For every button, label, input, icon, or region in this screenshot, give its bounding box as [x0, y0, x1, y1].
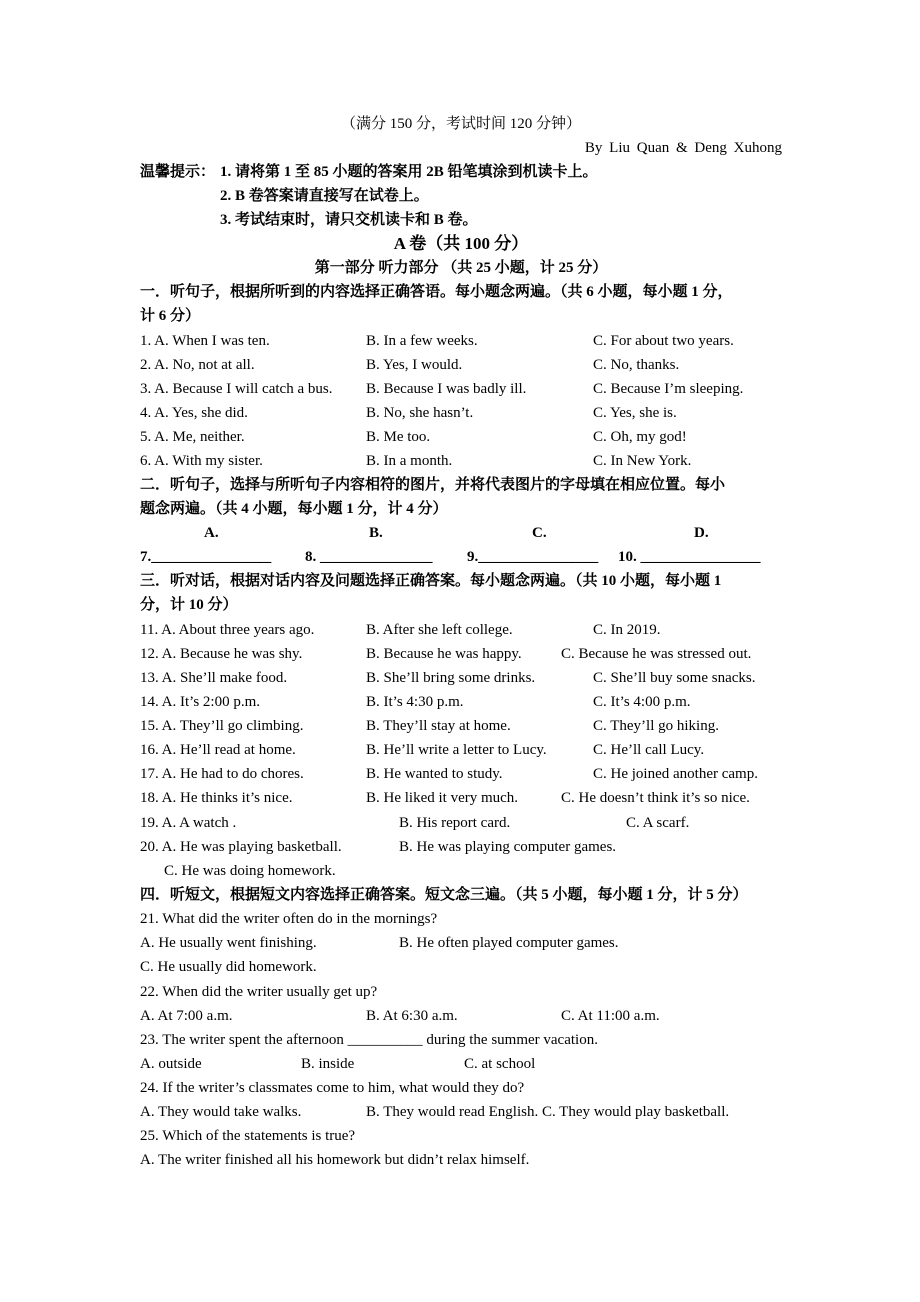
q3-option-c: C. Because I’m sleeping.: [593, 381, 744, 397]
section4-instruction: 四．听短文，根据短文内容选择正确答案。短文念三遍。（共 5 小题，每小题 1 分，计 5 分）: [140, 887, 748, 903]
q14-option-a: 14. A. It’s 2:00 p.m.: [140, 694, 261, 710]
picture-label-c: C.: [532, 525, 547, 541]
q11-option-a: 11. A. About three years ago.: [140, 622, 315, 638]
answer-blank-9[interactable]: 9.________________: [467, 549, 599, 565]
section2-instruction: 二．听句子，选择与所听句子内容相符的图片，并将代表图片的字母填在相应位置。每小: [140, 477, 726, 493]
q20-option-a: 20. A. He was playing basketball.: [140, 839, 342, 855]
q14-option-b: B. It’s 4:30 p.m.: [366, 694, 464, 710]
q6-option-b: B. In a month.: [366, 453, 453, 469]
q5-option-a: 5. A. Me, neither.: [140, 429, 245, 445]
q2-option-c: C. No, thanks.: [593, 357, 680, 373]
answer-blank-7[interactable]: 7.________________: [140, 549, 272, 565]
q4-option-b: B. No, she hasn’t.: [366, 405, 474, 421]
q3-option-b: B. Because I was badly ill.: [366, 381, 527, 397]
q16-option-c: C. He’ll call Lucy.: [593, 742, 705, 758]
q5-option-b: B. Me too.: [366, 429, 431, 445]
q2-option-a: 2. A. No, not at all.: [140, 357, 255, 373]
section1-instruction-cont: 计 6 分）: [140, 308, 201, 324]
section3-instruction: 三．听对话，根据对话内容及问题选择正确答案。每小题念两遍。（共 10 小题，每小题 1: [140, 573, 722, 589]
q18-option-a: 18. A. He thinks it’s nice.: [140, 790, 293, 806]
q4-option-c: C. Yes, she is.: [593, 405, 677, 421]
q22-option-b: B. At 6:30 a.m.: [366, 1008, 458, 1024]
part1-title: 第一部分 听力部分 （共 25 小题，计 25 分）: [314, 260, 608, 276]
tips-label: 温馨提示：: [140, 164, 216, 180]
q23-stem: 23. The writer spent the afternoon __________ during the summer vacation.: [140, 1032, 598, 1048]
paper-a-title: A 卷（共 100 分）: [393, 234, 529, 253]
q21-option-b: B. He often played computer games.: [399, 935, 619, 951]
q14-option-c: C. It’s 4:00 p.m.: [593, 694, 691, 710]
q19-option-c: C. A scarf.: [626, 815, 690, 831]
q21-option-a: A. He usually went finishing.: [140, 935, 317, 951]
tip-item: 1. 请将第 1 至 85 小题的答案用 2B 铅笔填涂到机读卡上。: [220, 164, 598, 180]
q20-option-c: C. He was doing homework.: [164, 863, 336, 879]
q21-option-c: C. He usually did homework.: [140, 959, 317, 975]
q24-option-bc: B. They would read English. C. They would play basketball.: [366, 1104, 730, 1120]
q12-option-b: B. Because he was happy.: [366, 646, 522, 662]
authors: By Liu Quan & Deng Xuhong: [584, 140, 782, 156]
tip-item: 3. 考试结束时，请只交机读卡和 B 卷。: [220, 212, 478, 228]
q2-option-b: B. Yes, I would.: [366, 357, 463, 373]
q24-stem: 24. If the writer’s classmates come to him, what would they do?: [140, 1080, 525, 1096]
section1-instruction: 一．听句子，根据所听到的内容选择正确答语。每小题念两遍。（共 6 小题，每小题 1 分，: [140, 284, 733, 300]
q16-option-a: 16. A. He’ll read at home.: [140, 742, 296, 758]
q23-option-c: C. at school: [464, 1056, 536, 1072]
q6-option-c: C. In New York.: [593, 453, 692, 469]
q25-option-a: A. The writer finished all his homework but didn’t relax himself.: [140, 1152, 530, 1168]
q20-option-b: B. He was playing computer games.: [399, 839, 617, 855]
answer-blank-10[interactable]: 10. ________________: [618, 549, 761, 565]
section2-instruction-cont: 题念两遍。（共 4 小题，每小题 1 分，计 4 分）: [140, 501, 448, 517]
q25-stem: 25. Which of the statements is true?: [140, 1128, 356, 1144]
q17-option-b: B. He wanted to study.: [366, 766, 503, 782]
q23-option-a: A. outside: [140, 1056, 202, 1072]
q24-option-a: A. They would take walks.: [140, 1104, 302, 1120]
q15-option-a: 15. A. They’ll go climbing.: [140, 718, 304, 734]
q5-option-c: C. Oh, my god!: [593, 429, 687, 445]
q13-option-c: C. She’ll buy some snacks.: [593, 670, 756, 686]
q18-option-c: C. He doesn’t think it’s so nice.: [561, 790, 750, 806]
q23-option-b: B. inside: [301, 1056, 355, 1072]
exam-info: （满分 150 分，考试时间 120 分钟）: [340, 116, 581, 132]
q18-option-b: B. He liked it very much.: [366, 790, 519, 806]
q11-option-c: C. In 2019.: [593, 622, 661, 638]
q1-option-b: B. In a few weeks.: [366, 333, 478, 349]
answer-blank-8[interactable]: 8. _______________: [305, 549, 433, 565]
q6-option-a: 6. A. With my sister.: [140, 453, 263, 469]
section3-instruction-cont: 分，计 10 分）: [140, 597, 238, 613]
q4-option-a: 4. A. Yes, she did.: [140, 405, 248, 421]
q22-option-c: C. At 11:00 a.m.: [561, 1008, 660, 1024]
q12-option-c: C. Because he was stressed out.: [561, 646, 752, 662]
q1-option-a: 1. A. When I was ten.: [140, 333, 270, 349]
q11-option-b: B. After she left college.: [366, 622, 513, 638]
q3-option-a: 3. A. Because I will catch a bus.: [140, 381, 333, 397]
q13-option-b: B. She’ll bring some drinks.: [366, 670, 536, 686]
picture-label-b: B.: [369, 525, 383, 541]
q17-option-c: C. He joined another camp.: [593, 766, 758, 782]
q17-option-a: 17. A. He had to do chores.: [140, 766, 304, 782]
q16-option-b: B. He’ll write a letter to Lucy.: [366, 742, 547, 758]
picture-label-a: A.: [204, 525, 219, 541]
q19-option-a: 19. A. A watch .: [140, 815, 237, 831]
q22-stem: 22. When did the writer usually get up?: [140, 984, 378, 1000]
tip-item: 2. B 卷答案请直接写在试卷上。: [220, 188, 429, 204]
q19-option-b: B. His report card.: [399, 815, 511, 831]
q15-option-b: B. They’ll stay at home.: [366, 718, 511, 734]
q12-option-a: 12. A. Because he was shy.: [140, 646, 303, 662]
q22-option-a: A. At 7:00 a.m.: [140, 1008, 233, 1024]
q21-stem: 21. What did the writer often do in the mornings?: [140, 911, 438, 927]
picture-label-d: D.: [694, 525, 709, 541]
q13-option-a: 13. A. She’ll make food.: [140, 670, 288, 686]
q1-option-c: C. For about two years.: [593, 333, 734, 349]
q15-option-c: C. They’ll go hiking.: [593, 718, 719, 734]
